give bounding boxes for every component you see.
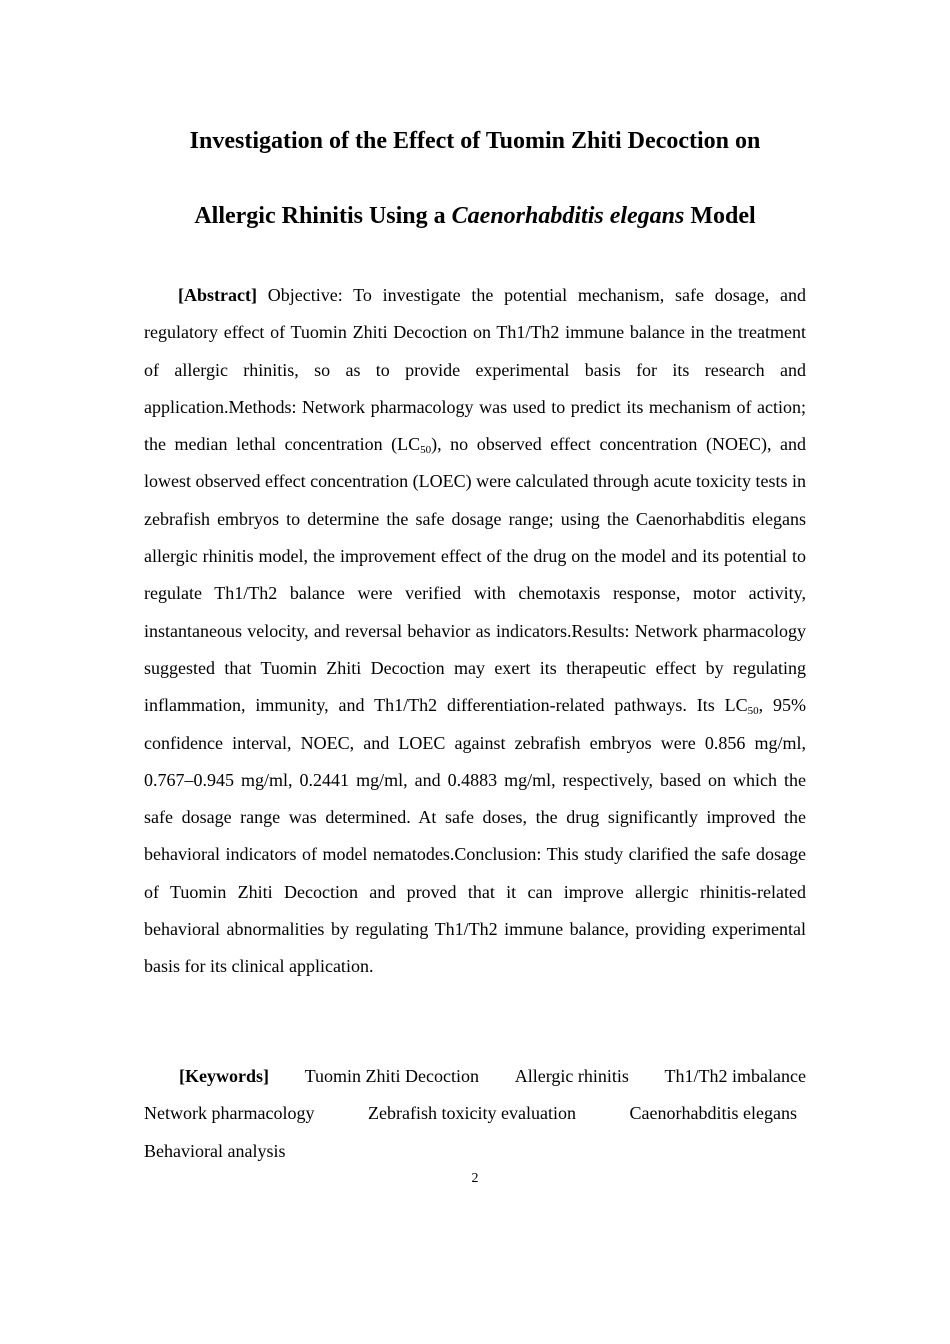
abstract-label: [Abstract]: [178, 285, 257, 305]
title-text-prefix: Allergic Rhinitis Using a: [194, 203, 452, 229]
keywords-line-1: [144, 1058, 806, 1095]
title-species-italic: Caenorhabditis elegans: [451, 203, 685, 229]
keyword-item: Tuomin Zhiti Decoction: [304, 1066, 480, 1086]
title-text-suffix: Model: [684, 203, 756, 229]
keyword-item: Caenorhabditis elegans: [629, 1103, 797, 1124]
keywords-line-3: [144, 1133, 806, 1170]
abstract-text-3: , 95% confidence interval, NOEC, and LOEC against zebrafish embryos were 0.856 mg/ml, 0.767–0.945 mg/ml, 0.2441 mg/ml, and 0.4883 mg/ml, respectively, based on which the safe dosage range was determined. At safe doses, the drug significantly improved the behavioral indicators of model nematodes.Conclusion: This study clarified the safe dosage of Tuomin Zhiti Decoction and proved that it can improve allergic rhinitis-related behavioral abnormalities by regulating Th1/Th2 immune balance, providing experimental basis for its clinical application.: [144, 695, 807, 977]
paper-title-line-2: [0, 201, 950, 231]
abstract-paragraph: [144, 277, 811, 986]
keywords-line-2: [144, 1095, 806, 1132]
keywords-label: [Keywords]: [179, 1066, 269, 1086]
paper-title-line-1: [0, 126, 950, 156]
abstract-text-2: ), no observed effect concentration (NOEC), and lowest observed effect concentration (LOEC) were calculated through acute toxicity tests in zebrafish embryos to determine the safe dosage range; using the Caenorhabditis elegans allergic rhinitis model, the improvement effect of the drug on the model and its potential to regulate Th1/Th2 balance were verified with chemotaxis response, motor activity, instantaneous velocity, and reversal behavior as indicators.Results: Network pharmacology suggested that Tuomin Zhiti Decoction may exert its therapeutic effect by regulating inflammation, immunity, and Th1/Th2 differentiation-related pathways. Its LC: [144, 434, 806, 716]
keyword-item: Behavioral analysis: [144, 1140, 286, 1161]
keyword-item: Th1/Th2 imbalance: [664, 1066, 806, 1086]
keyword-item: Allergic rhinitis: [514, 1066, 629, 1086]
lc50-subscript-2: 50: [747, 705, 759, 718]
title-text: Investigation of the Effect of Tuomin Zhiti Decoction on: [189, 128, 761, 154]
lc50-subscript-1: 50: [420, 444, 432, 457]
abstract-text-1: Objective: To investigate the potential mechanism, safe dosage, and regulatory effect of Tuomin Zhiti Decoction on Th1/Th2 immune balance in the treatment of allergic rhinitis, so as to provide experimental basis for its research and application.Methods: Network pharmacology was used to predict its mechanism of action; the median lethal concentration (LC: [144, 285, 811, 455]
keyword-item: Network pharmacology: [144, 1103, 315, 1124]
keyword-item: Zebrafish toxicity evaluation: [368, 1103, 576, 1124]
keywords-section: [144, 1058, 806, 1170]
page-number: 2: [471, 1171, 479, 1186]
